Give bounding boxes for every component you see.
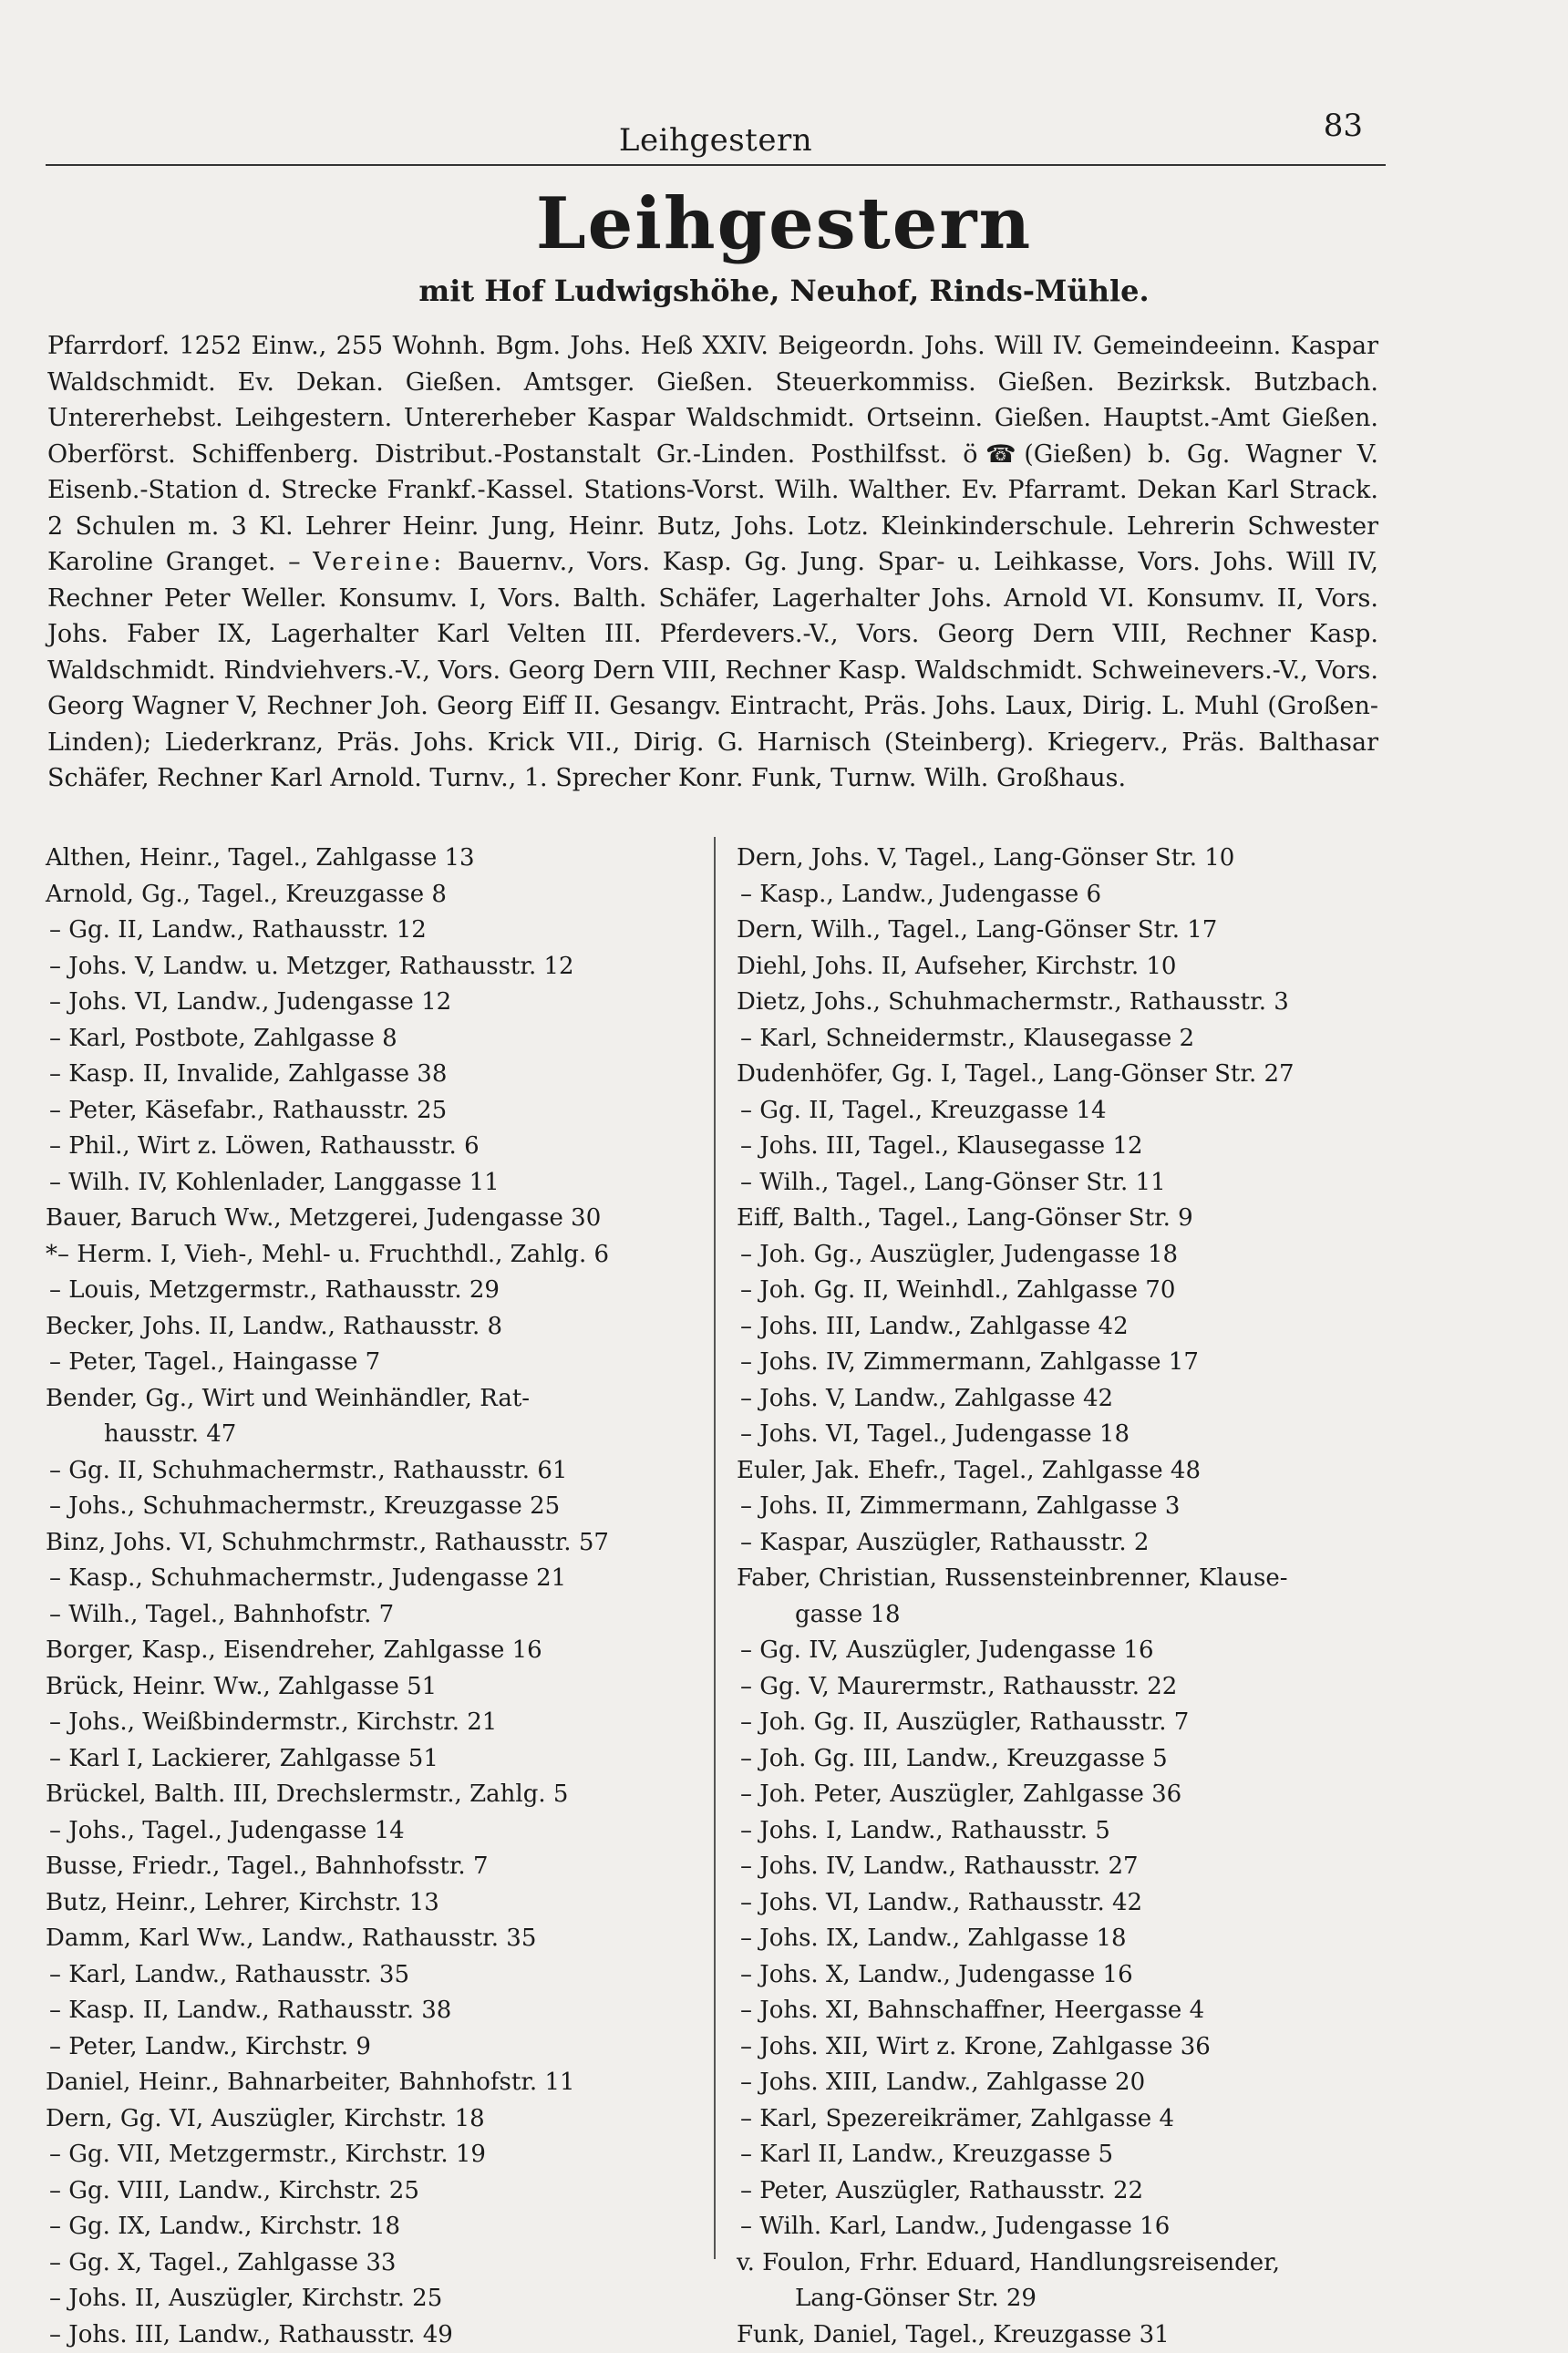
directory-entry: – Johs., Weißbindermstr., Kirchstr. 21 <box>46 1705 693 1741</box>
directory-entry: Althen, Heinr., Tagel., Zahlgasse 13 <box>46 841 693 877</box>
directory-entry: – Johs. VI, Landw., Rathausstr. 42 <box>737 1885 1384 1922</box>
directory-entry: – Johs. XIII, Landw., Zahlgasse 20 <box>737 2065 1384 2101</box>
directory-entry: – Johs. III, Landw., Rathausstr. 49 <box>46 2317 693 2353</box>
directory-entry: – Peter, Landw., Kirchstr. 9 <box>46 2029 693 2066</box>
directory-entry: – Wilh., Tagel., Bahnhofstr. 7 <box>46 1597 693 1634</box>
directory-entry: – Johs. II, Auszügler, Kirchstr. 25 <box>46 2281 693 2317</box>
directory-entry: – Joh. Gg. II, Auszügler, Rathausstr. 7 <box>737 1705 1384 1741</box>
directory-entry: – Karl, Postbote, Zahlgasse 8 <box>46 1021 693 1058</box>
directory-entry: – Johs. III, Tagel., Klausegasse 12 <box>737 1129 1384 1165</box>
directory-entry: – Peter, Käsefabr., Rathausstr. 25 <box>46 1093 693 1130</box>
page-title: Leihgestern <box>0 182 1568 265</box>
directory-entry: *– Herm. I, Vieh-, Mehl- u. Fruchthdl., Zahlg. 6 <box>46 1237 693 1274</box>
directory-entry: – Gg. IX, Landw., Kirchstr. 18 <box>46 2209 693 2245</box>
directory-entry: – Johs. V, Landw., Zahlgasse 42 <box>737 1381 1384 1418</box>
directory-entry: Daniel, Heinr., Bahnarbeiter, Bahnhofstr. 11 <box>46 2065 693 2101</box>
directory-entry: – Joh. Gg., Auszügler, Judengasse 18 <box>737 1237 1384 1274</box>
directory-entry: Eiff, Balth., Tagel., Lang-Gönser Str. 9 <box>737 1201 1384 1237</box>
directory-entry: – Gg. V, Maurermstr., Rathausstr. 22 <box>737 1669 1384 1706</box>
intro-text-2: (Gießen) b. Gg. Wagner V. Eisenb.-Station d. Strecke Frankf.-Kassel. Stations-Vorst. Wilh. Walther. Ev. Pfarramt. Dekan Karl Strack. 2 Schulen m. 3 Kl. Lehrer Heinr. Jung, Heinr. Butz, Johs. Lotz. Kleinkinderschule. Lehrerin Schwester Karoline Granget. – <box>47 440 1378 577</box>
directory-entry: – Gg. X, Tagel., Zahlgasse 33 <box>46 2245 693 2282</box>
directory-columns <box>46 837 1386 2259</box>
directory-entry: Dern, Wilh., Tagel., Lang-Gönser Str. 17 <box>737 913 1384 949</box>
directory-entry: – Johs. II, Zimmermann, Zahlgasse 3 <box>737 1489 1384 1525</box>
directory-entry: – Karl, Spezereikrämer, Zahlgasse 4 <box>737 2101 1384 2138</box>
directory-entry: – Karl II, Landw., Kreuzgasse 5 <box>737 2137 1384 2173</box>
directory-entry: v. Foulon, Frhr. Eduard, Handlungsreisender, <box>737 2245 1384 2282</box>
directory-entry: – Wilh. IV, Kohlenlader, Langgasse 11 <box>46 1165 693 1202</box>
directory-entry: – Wilh., Tagel., Lang-Gönser Str. 11 <box>737 1165 1384 1202</box>
directory-entry: – Kasp. II, Landw., Rathausstr. 38 <box>46 1993 693 2029</box>
entry-continuation: hausstr. 47 <box>46 1417 693 1453</box>
directory-entry: Dudenhöfer, Gg. I, Tagel., Lang-Gönser Str. 27 <box>737 1057 1384 1093</box>
directory-entry: Borger, Kasp., Eisendreher, Zahlgasse 16 <box>46 1633 693 1669</box>
directory-entry: Dern, Gg. VI, Auszügler, Kirchstr. 18 <box>46 2101 693 2138</box>
directory-entry: – Louis, Metzgermstr., Rathausstr. 29 <box>46 1273 693 1309</box>
directory-entry: – Johs. XI, Bahnschaffner, Heergasse 4 <box>737 1993 1384 2029</box>
column-divider <box>714 837 716 2259</box>
directory-entry: Busse, Friedr., Tagel., Bahnhofsstr. 7 <box>46 1849 693 1885</box>
entry-continuation: Lang-Gönser Str. 29 <box>737 2281 1384 2317</box>
directory-entry: – Phil., Wirt z. Löwen, Rathausstr. 6 <box>46 1129 693 1165</box>
intro-paragraph <box>47 328 1378 797</box>
directory-entry: Butz, Heinr., Lehrer, Kirchstr. 13 <box>46 1885 693 1922</box>
directory-entry: – Johs. VI, Tagel., Judengasse 18 <box>737 1417 1384 1453</box>
directory-entry: – Johs. V, Landw. u. Metzger, Rathausstr. 12 <box>46 949 693 986</box>
running-header <box>46 108 1386 166</box>
directory-entry: – Peter, Tagel., Haingasse 7 <box>46 1345 693 1381</box>
directory-entry: Euler, Jak. Ehefr., Tagel., Zahlgasse 48 <box>737 1453 1384 1490</box>
right-column <box>737 841 1384 2353</box>
directory-entry: – Joh. Gg. II, Weinhdl., Zahlgasse 70 <box>737 1273 1384 1309</box>
intro-text-3: Bauernv., Vors. Kasp. Gg. Jung. Spar- u. Leihkasse, Vors. Johs. Will IV, Rechner Peter Weller. Konsumv. I, Vors. Balth. Schäfer, Lagerhalter Johs. Arnold VI. Konsumv. II, Vors. Johs. Faber IX, Lagerhalter Karl Velten III. Pferdevers.-V., Vors. Georg Dern VIII, Rechner Kasp. Waldschmidt. Rindviehvers.-V., Vors. Georg Dern VIII, Rechner Kasp. Waldschmidt. Schweinevers.-V., Vors. Georg Wagner V, Rechner Joh. Georg Eiff II. Gesangv. Eintracht, Präs. Johs. Laux, Dirig. L. Muhl (Großen-Linden); Liederkranz, Präs. Johs. Krick VII., Dirig. G. Harnisch (Steinberg). Kriegerv., Präs. Balthasar Schäfer, Rechner Karl Arnold. Turnv., 1. Sprecher Konr. Funk, Turnw. Wilh. Großhaus. <box>47 548 1378 792</box>
directory-entry: Bender, Gg., Wirt und Weinhändler, Rat- <box>46 1381 693 1418</box>
left-column <box>46 841 693 2353</box>
directory-entry: Damm, Karl Ww., Landw., Rathausstr. 35 <box>46 1921 693 1957</box>
directory-entry: – Johs., Tagel., Judengasse 14 <box>46 1813 693 1850</box>
running-title: Leihgestern <box>46 122 1386 159</box>
directory-entry: – Gg. VII, Metzgermstr., Kirchstr. 19 <box>46 2137 693 2173</box>
directory-entry: – Gg. II, Landw., Rathausstr. 12 <box>46 913 693 949</box>
directory-entry: – Johs. XII, Wirt z. Krone, Zahlgasse 36 <box>737 2029 1384 2066</box>
vereine-label: Vereine: <box>313 548 445 576</box>
directory-entry: Faber, Christian, Russensteinbrenner, Klause- <box>737 1561 1384 1597</box>
directory-entry: – Gg. II, Schuhmachermstr., Rathausstr. 61 <box>46 1453 693 1490</box>
directory-entry: – Wilh. Karl, Landw., Judengasse 16 <box>737 2209 1384 2245</box>
directory-entry: – Johs. IV, Zimmermann, Zahlgasse 17 <box>737 1345 1384 1381</box>
directory-entry: – Gg. IV, Auszügler, Judengasse 16 <box>737 1633 1384 1669</box>
directory-entry: – Kasp., Schuhmachermstr., Judengasse 21 <box>46 1561 693 1597</box>
entry-continuation: gasse 18 <box>737 1597 1384 1634</box>
directory-entry: Diehl, Johs. II, Aufseher, Kirchstr. 10 <box>737 949 1384 986</box>
directory-entry: – Johs. IV, Landw., Rathausstr. 27 <box>737 1849 1384 1885</box>
directory-entry: Dern, Johs. V, Tagel., Lang-Gönser Str. 10 <box>737 841 1384 877</box>
directory-entry: – Kasp., Landw., Judengasse 6 <box>737 877 1384 913</box>
directory-entry: – Kasp. II, Invalide, Zahlgasse 38 <box>46 1057 693 1093</box>
phone-icon: ☎ <box>978 440 1025 469</box>
directory-entry: – Joh. Peter, Auszügler, Zahlgasse 36 <box>737 1777 1384 1813</box>
directory-entry: – Gg. VIII, Landw., Kirchstr. 25 <box>46 2173 693 2210</box>
directory-entry: – Peter, Auszügler, Rathausstr. 22 <box>737 2173 1384 2210</box>
directory-entry: – Karl, Schneidermstr., Klausegasse 2 <box>737 1021 1384 1058</box>
page-number: 83 <box>1324 108 1363 144</box>
directory-entry: – Johs. IX, Landw., Zahlgasse 18 <box>737 1921 1384 1957</box>
directory-entry: – Karl, Landw., Rathausstr. 35 <box>46 1957 693 1994</box>
directory-entry: – Kaspar, Auszügler, Rathausstr. 2 <box>737 1525 1384 1562</box>
directory-entry: – Johs. VI, Landw., Judengasse 12 <box>46 985 693 1021</box>
directory-entry: Arnold, Gg., Tagel., Kreuzgasse 8 <box>46 877 693 913</box>
directory-entry: – Johs., Schuhmachermstr., Kreuzgasse 25 <box>46 1489 693 1525</box>
directory-entry: – Johs. I, Landw., Rathausstr. 5 <box>737 1813 1384 1850</box>
directory-entry: – Gg. II, Tagel., Kreuzgasse 14 <box>737 1093 1384 1130</box>
directory-entry: Brückel, Balth. III, Drechslermstr., Zahlg. 5 <box>46 1777 693 1813</box>
page-subtitle: mit Hof Ludwigshöhe, Neuhof, Rinds-Mühle. <box>0 273 1568 308</box>
directory-entry: Bauer, Baruch Ww., Metzgerei, Judengasse 30 <box>46 1201 693 1237</box>
directory-entry: Becker, Johs. II, Landw., Rathausstr. 8 <box>46 1309 693 1346</box>
directory-entry: Funk, Daniel, Tagel., Kreuzgasse 31 <box>737 2317 1384 2353</box>
intro-text-1: Pfarrdorf. 1252 Einw., 255 Wohnh. Bgm. Johs. Heß XXIV. Beigeordn. Johs. Will IV. Gemeindeeinn. Kaspar Waldschmidt. Ev. Dekan. Gießen. Amtsger. Gießen. Steuerkommiss. Gießen. Bezirksk. Butzbach. Untererhebst. Leihgestern. Untererheber Kaspar Waldschmidt. Ortseinn. Gießen. Hauptst.-Amt Gießen. Oberförst. Schiffenberg. Distribut.-Postanstalt Gr.-Linden. Posthilfsst. ö <box>47 332 1378 469</box>
directory-entry: – Johs. X, Landw., Judengasse 16 <box>737 1957 1384 1994</box>
directory-entry: Brück, Heinr. Ww., Zahlgasse 51 <box>46 1669 693 1706</box>
directory-entry: Dietz, Johs., Schuhmachermstr., Rathausstr. 3 <box>737 985 1384 1021</box>
directory-entry: – Johs. III, Landw., Zahlgasse 42 <box>737 1309 1384 1346</box>
directory-entry: Binz, Johs. VI, Schuhmchrmstr., Rathausstr. 57 <box>46 1525 693 1562</box>
directory-entry: – Joh. Gg. III, Landw., Kreuzgasse 5 <box>737 1741 1384 1778</box>
directory-entry: – Karl I, Lackierer, Zahlgasse 51 <box>46 1741 693 1778</box>
